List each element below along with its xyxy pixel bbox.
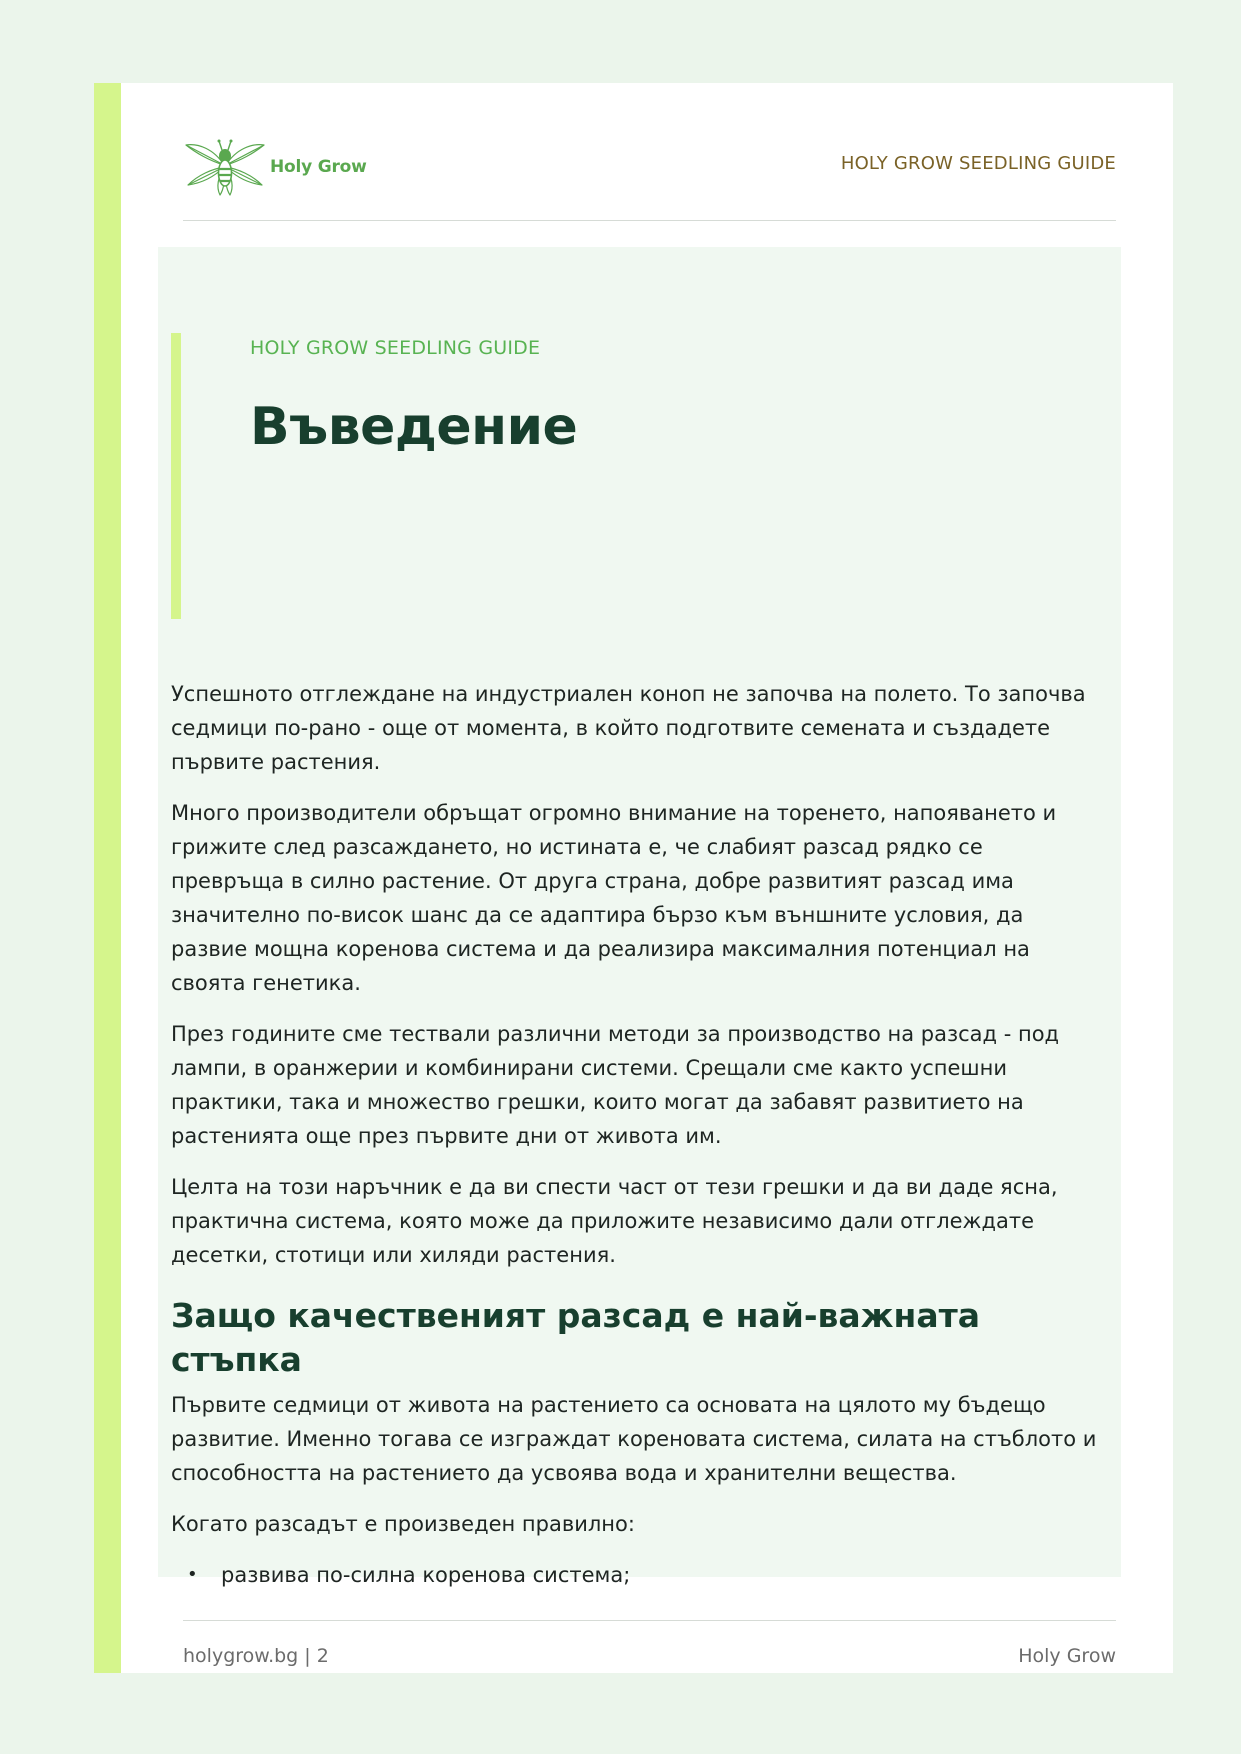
footer-site-page[interactable]: holygrow.bg | 2 bbox=[183, 1645, 329, 1667]
paragraph: Целта на този наръчник е да ви спести част от тези грешки и да ви даде ясна, практична система, която може да приложите независимо дали отглеждате десетки, стотици или хиляди растения. bbox=[171, 1175, 1058, 1267]
paragraph: Първите седмици от живота на растението са основата на цялото му бъдещо развитие. Именно тогава се изграждат кореновата система, силата на стъблото и способността на растението да усвоява вода и хранителни вещества. bbox=[171, 1393, 1097, 1485]
paragraph: Когато разсадът е произведен правилно: bbox=[171, 1512, 635, 1536]
bullet-list bbox=[171, 1558, 1101, 1592]
chapter-title: Въведение bbox=[250, 397, 578, 457]
chapter-accent-bar bbox=[171, 333, 181, 619]
footer-brand: Holy Grow bbox=[1018, 1645, 1116, 1667]
header-title: HOLY GROW SEEDLING GUIDE bbox=[840, 153, 1116, 174]
leaf-bee-logo-icon bbox=[184, 135, 266, 199]
section-heading: Защо качественият разсад е най-важната стъпка bbox=[171, 1296, 980, 1379]
content-panel bbox=[158, 247, 1121, 1587]
chapter-kicker: HOLY GROW SEEDLING GUIDE bbox=[250, 337, 541, 359]
brand-logo[interactable] bbox=[184, 135, 367, 199]
page-sheet bbox=[94, 83, 1173, 1673]
left-accent-stripe bbox=[94, 83, 121, 1673]
body-text bbox=[171, 677, 1101, 1592]
footer-divider bbox=[183, 1620, 1116, 1621]
header-divider bbox=[183, 220, 1116, 221]
paragraph: През годините сме тествали различни методи за производство на разсад - под лампи, в оранжерии и комбинирани системи. Срещали сме както успешни практики, така и множество грешки, които могат да забавят развитието на растенията още през първите дни от живота им. bbox=[171, 1022, 1060, 1148]
paragraph: Много производители обръщат огромно внимание на торенето, напояването и грижите след разсаждането, но истината е, че слабият разсад рядко се превръща в силно растение. От друга страна, добре развитият разсад има значително по-висок шанс да се адаптира бързо към външните условия, да развие мощна коренова система и да реализира максималния потенциал на своята генетика. bbox=[171, 801, 1057, 995]
list-item: • развива по-силна коренова система; bbox=[171, 1558, 1101, 1592]
brand-name: Holy Grow bbox=[270, 157, 367, 177]
paragraph: Успешното отглеждане на индустриален коноп не започва на полето. То започва седмици по-рано - още от момента, в който подготвите семената и създадете първите растения. bbox=[171, 682, 1086, 774]
